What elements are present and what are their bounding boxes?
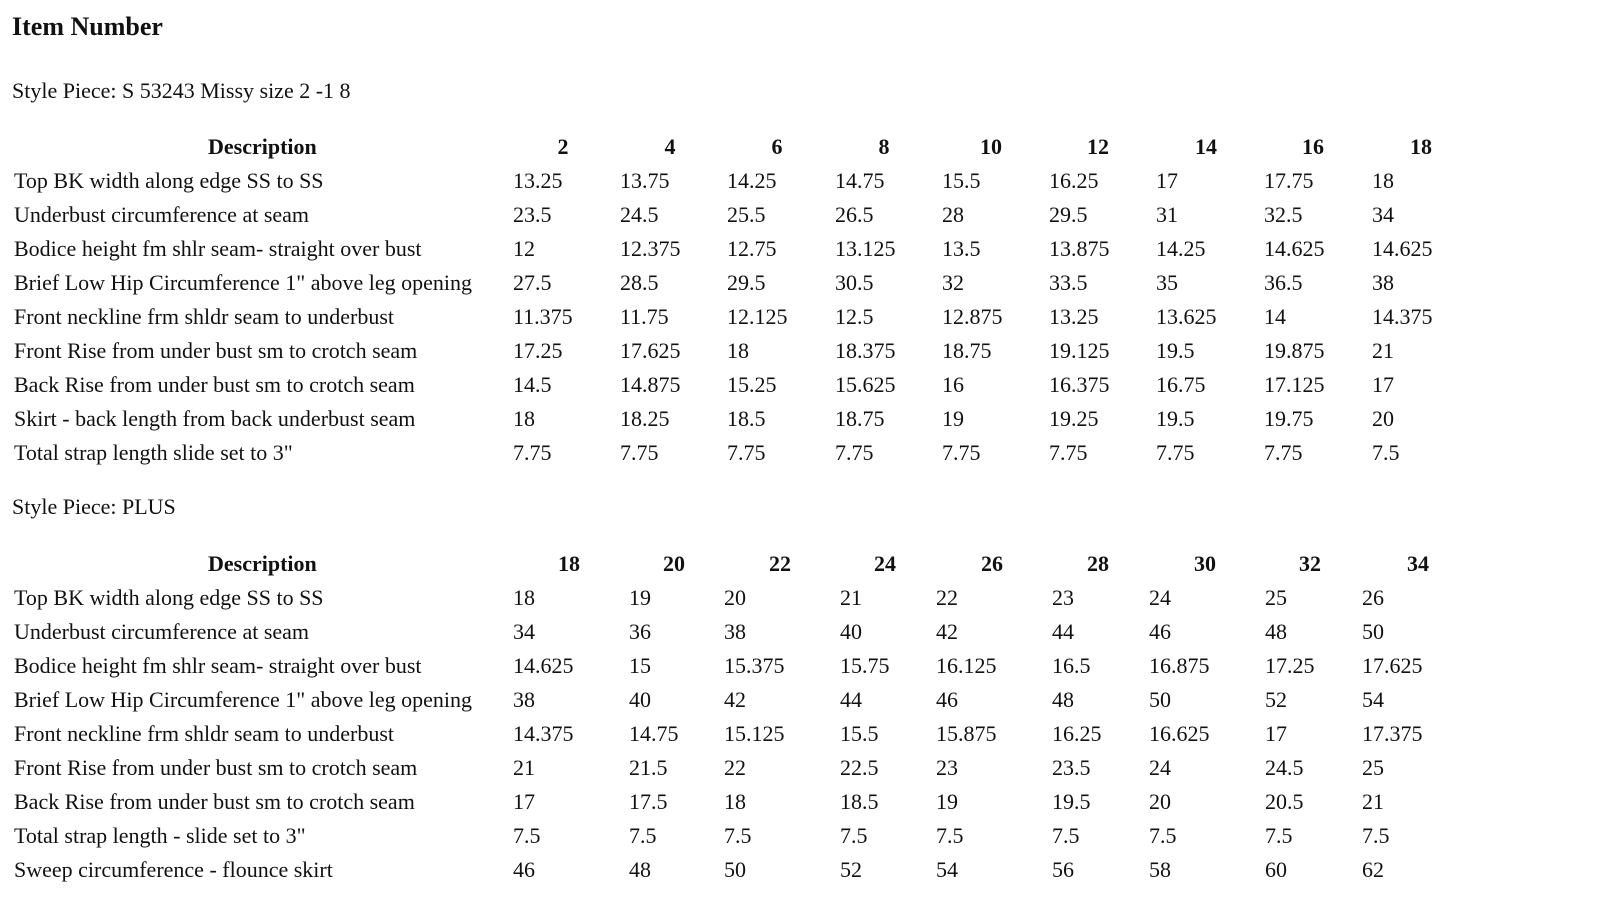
- measurement-value: 19.5: [1156, 406, 1195, 431]
- measurement-value: 7.75: [1049, 440, 1088, 465]
- measurement-value: 24: [1149, 585, 1171, 610]
- measurement-value: 16.875: [1149, 653, 1210, 678]
- measurement-value: 18.375: [835, 338, 896, 363]
- measurement-value: 17.625: [620, 338, 681, 363]
- measurement-value: 15.5: [840, 721, 879, 746]
- measurement-value: 14.875: [620, 372, 681, 397]
- measurement-description: Total strap length slide set to 3": [14, 440, 293, 465]
- measurement-value: 7.5: [1052, 823, 1080, 848]
- measurement-value: 62: [1362, 857, 1384, 882]
- measurement-value: 13.5: [942, 236, 981, 261]
- measurement-value: 26.5: [835, 202, 874, 227]
- measurement-value: 54: [1362, 687, 1384, 712]
- table-row: [0, 338, 1600, 372]
- size-header: 2: [557, 134, 569, 159]
- measurement-value: 19.125: [1049, 338, 1110, 363]
- table-row: [0, 619, 1600, 653]
- measurement-value: 15.25: [727, 372, 777, 397]
- measurement-value: 40: [840, 619, 862, 644]
- measurement-description: Bodice height fm shlr seam- straight over bust: [14, 236, 422, 261]
- measurement-value: 7.5: [629, 823, 657, 848]
- measurement-value: 16.75: [1156, 372, 1206, 397]
- measurement-value: 15: [629, 653, 651, 678]
- measurement-value: 17.25: [513, 338, 563, 363]
- measurement-value: 22: [724, 755, 746, 780]
- table-header-row: [0, 134, 1600, 168]
- measurement-description: Brief Low Hip Circumference 1" above leg opening: [14, 270, 472, 295]
- table-row: [0, 236, 1600, 270]
- table-row: [0, 823, 1600, 857]
- measurement-value: 14.375: [1372, 304, 1433, 329]
- measurement-value: 44: [840, 687, 862, 712]
- measurement-value: 16.125: [936, 653, 997, 678]
- measurement-value: 7.5: [1265, 823, 1293, 848]
- measurement-value: 16: [942, 372, 964, 397]
- size-header: 10: [980, 134, 1002, 159]
- measurement-value: 52: [840, 857, 862, 882]
- measurement-value: 18.25: [620, 406, 670, 431]
- table-row: [0, 270, 1600, 304]
- measurement-value: 17: [1372, 372, 1394, 397]
- measurement-value: 14.25: [1156, 236, 1206, 261]
- measurement-value: 15.625: [835, 372, 896, 397]
- measurement-value: 19.5: [1052, 789, 1091, 814]
- measurement-value: 15.125: [724, 721, 785, 746]
- measurement-value: 14.625: [1372, 236, 1433, 261]
- measurement-value: 18: [724, 789, 746, 814]
- measurement-value: 14.25: [727, 168, 777, 193]
- measurement-value: 20: [724, 585, 746, 610]
- measurement-value: 18.5: [840, 789, 879, 814]
- measurement-value: 35: [1156, 270, 1178, 295]
- table-row: [0, 406, 1600, 440]
- measurement-value: 25.5: [727, 202, 766, 227]
- measurement-description: Front neckline frm shldr seam to underbust: [14, 721, 395, 746]
- size-header: 18: [558, 551, 580, 576]
- measurement-value: 14.5: [513, 372, 552, 397]
- measurement-value: 21: [1362, 789, 1384, 814]
- size-header: 20: [663, 551, 685, 576]
- measurement-value: 32: [942, 270, 964, 295]
- measurement-value: 30.5: [835, 270, 874, 295]
- measurement-value: 17.75: [1264, 168, 1314, 193]
- measurement-value: 7.5: [1362, 823, 1390, 848]
- measurement-value: 12: [513, 236, 535, 261]
- measurement-description: Total strap length - slide set to 3": [14, 823, 306, 848]
- measurement-value: 12.375: [620, 236, 681, 261]
- measurement-value: 22.5: [840, 755, 879, 780]
- table-row: [0, 304, 1600, 338]
- measurement-value: 17.5: [629, 789, 668, 814]
- measurement-description: Front Rise from under bust sm to crotch seam: [14, 338, 418, 363]
- measurement-value: 50: [1149, 687, 1171, 712]
- measurement-value: 16.25: [1052, 721, 1102, 746]
- measurement-value: 32.5: [1264, 202, 1303, 227]
- measurement-value: 29.5: [727, 270, 766, 295]
- measurement-value: 19: [629, 585, 651, 610]
- measurement-value: 50: [724, 857, 746, 882]
- table-row: [0, 857, 1600, 891]
- measurement-value: 19.75: [1264, 406, 1314, 431]
- measurement-value: 60: [1265, 857, 1287, 882]
- measurement-value: 7.75: [1156, 440, 1195, 465]
- measurement-value: 15.75: [840, 653, 890, 678]
- measurement-value: 46: [513, 857, 535, 882]
- measurement-value: 12.5: [835, 304, 874, 329]
- measurement-value: 14.625: [513, 653, 574, 678]
- size-header: 12: [1087, 134, 1109, 159]
- measurement-value: 7.5: [513, 823, 541, 848]
- measurement-value: 17.125: [1264, 372, 1325, 397]
- measurement-value: 58: [1149, 857, 1171, 882]
- measurement-value: 16.625: [1149, 721, 1210, 746]
- measurement-value: 12.125: [727, 304, 788, 329]
- measurement-value: 25: [1362, 755, 1384, 780]
- measurement-value: 38: [1372, 270, 1394, 295]
- measurement-value: 13.875: [1049, 236, 1110, 261]
- measurement-value: 27.5: [513, 270, 552, 295]
- measurement-value: 17.375: [1362, 721, 1423, 746]
- measurement-value: 23.5: [1052, 755, 1091, 780]
- size-header: 22: [769, 551, 791, 576]
- measurement-value: 23: [1052, 585, 1074, 610]
- measurement-value: 24: [1149, 755, 1171, 780]
- size-header: 4: [664, 134, 676, 159]
- measurement-value: 13.625: [1156, 304, 1217, 329]
- table-row: [0, 202, 1600, 236]
- measurement-value: 7.75: [513, 440, 552, 465]
- measurement-description: Back Rise from under bust sm to crotch seam: [14, 789, 415, 814]
- measurement-value: 19.5: [1156, 338, 1195, 363]
- measurement-value: 15.875: [936, 721, 997, 746]
- measurement-description: Front neckline frm shldr seam to underbust: [14, 304, 395, 329]
- measurement-value: 14.75: [629, 721, 679, 746]
- measurement-value: 19.25: [1049, 406, 1099, 431]
- table-row: [0, 687, 1600, 721]
- measurement-value: 48: [1052, 687, 1074, 712]
- measurement-description: Top BK width along edge SS to SS: [14, 585, 324, 610]
- measurement-value: 21.5: [629, 755, 668, 780]
- table-row: [0, 755, 1600, 789]
- measurement-value: 21: [840, 585, 862, 610]
- measurement-value: 24.5: [620, 202, 659, 227]
- measurement-value: 38: [724, 619, 746, 644]
- style-piece-label: Style Piece: S 53243 Missy size 2 -1 8: [12, 78, 351, 103]
- measurement-value: 36: [629, 619, 651, 644]
- measurement-value: 28.5: [620, 270, 659, 295]
- measurement-value: 7.5: [936, 823, 964, 848]
- measurement-value: 42: [724, 687, 746, 712]
- measurement-value: 7.75: [727, 440, 766, 465]
- measurement-value: 19: [942, 406, 964, 431]
- measurement-description: Underbust circumference at seam: [14, 619, 310, 644]
- size-header: 30: [1194, 551, 1216, 576]
- measurement-value: 23: [936, 755, 958, 780]
- measurement-value: 14.375: [513, 721, 574, 746]
- measurement-value: 20.5: [1265, 789, 1304, 814]
- measurement-value: 31: [1156, 202, 1178, 227]
- measurement-description: Underbust circumference at seam: [14, 202, 310, 227]
- measurement-value: 15.375: [724, 653, 785, 678]
- table-row: [0, 653, 1600, 687]
- size-header: 6: [771, 134, 783, 159]
- measurement-value: 21: [513, 755, 535, 780]
- measurement-value: 18.5: [727, 406, 766, 431]
- measurement-value: 26: [1362, 585, 1384, 610]
- measurement-value: 20: [1149, 789, 1171, 814]
- measurement-value: 13.75: [620, 168, 670, 193]
- measurement-value: 11.75: [620, 304, 669, 329]
- measurement-description: Sweep circumference - flounce skirt: [14, 857, 333, 882]
- size-header: 26: [981, 551, 1003, 576]
- size-header: 18: [1410, 134, 1432, 159]
- measurement-description: Back Rise from under bust sm to crotch seam: [14, 372, 415, 397]
- measurement-value: 14: [1264, 304, 1286, 329]
- measurement-value: 48: [1265, 619, 1287, 644]
- measurement-value: 40: [629, 687, 651, 712]
- table-row: [0, 721, 1600, 755]
- size-header: 8: [878, 134, 890, 159]
- measurement-value: 28: [942, 202, 964, 227]
- measurement-value: 17: [513, 789, 535, 814]
- measurement-value: 22: [936, 585, 958, 610]
- measurement-value: 17.25: [1265, 653, 1315, 678]
- measurement-value: 7.75: [942, 440, 981, 465]
- measurement-value: 18: [1372, 168, 1394, 193]
- size-header: 34: [1407, 551, 1429, 576]
- measurement-value: 17: [1265, 721, 1287, 746]
- measurement-value: 7.5: [1149, 823, 1177, 848]
- measurement-value: 38: [513, 687, 535, 712]
- measurement-value: 13.25: [1049, 304, 1099, 329]
- size-header: 24: [874, 551, 896, 576]
- measurement-value: 18: [727, 338, 749, 363]
- measurement-value: 18.75: [835, 406, 885, 431]
- measurement-description: Top BK width along edge SS to SS: [14, 168, 324, 193]
- measurement-value: 12.875: [942, 304, 1003, 329]
- measurement-value: 46: [936, 687, 958, 712]
- measurement-value: 7.5: [840, 823, 868, 848]
- measurement-description: Bodice height fm shlr seam- straight over bust: [14, 653, 422, 678]
- measurement-value: 33.5: [1049, 270, 1088, 295]
- measurement-value: 14.75: [835, 168, 885, 193]
- measurement-value: 34: [1372, 202, 1394, 227]
- description-header: Description: [208, 134, 317, 159]
- measurement-value: 21: [1372, 338, 1394, 363]
- measurement-description: Skirt - back length from back underbust seam: [14, 406, 416, 431]
- measurement-value: 7.5: [724, 823, 752, 848]
- measurement-value: 17: [1156, 168, 1178, 193]
- measurement-value: 16.25: [1049, 168, 1099, 193]
- measurement-description: Front Rise from under bust sm to crotch seam: [14, 755, 418, 780]
- measurement-value: 7.75: [835, 440, 874, 465]
- measurement-value: 12.75: [727, 236, 777, 261]
- measurement-value: 19: [936, 789, 958, 814]
- measurement-value: 56: [1052, 857, 1074, 882]
- measurement-value: 18.75: [942, 338, 992, 363]
- measurement-value: 16.5: [1052, 653, 1091, 678]
- table-row: [0, 168, 1600, 202]
- size-header: 32: [1299, 551, 1321, 576]
- measurement-value: 14.625: [1264, 236, 1325, 261]
- measurement-value: 20: [1372, 406, 1394, 431]
- style-piece-label: Style Piece: PLUS: [12, 494, 176, 519]
- measurement-value: 17.625: [1362, 653, 1423, 678]
- measurement-value: 13.125: [835, 236, 896, 261]
- size-header: 16: [1302, 134, 1324, 159]
- measurement-value: 19.875: [1264, 338, 1325, 363]
- measurement-value: 23.5: [513, 202, 552, 227]
- page-title: Item Number: [12, 12, 163, 41]
- measurement-value: 46: [1149, 619, 1171, 644]
- measurement-value: 24.5: [1265, 755, 1304, 780]
- measurement-value: 25: [1265, 585, 1287, 610]
- measurement-value: 16.375: [1049, 372, 1110, 397]
- table-header-row: [0, 551, 1600, 585]
- measurement-value: 48: [629, 857, 651, 882]
- measurement-value: 7.75: [620, 440, 659, 465]
- measurement-value: 29.5: [1049, 202, 1088, 227]
- size-header: 14: [1195, 134, 1217, 159]
- measurement-description: Brief Low Hip Circumference 1" above leg opening: [14, 687, 472, 712]
- table-row: [0, 789, 1600, 823]
- measurement-value: 11.375: [513, 304, 573, 329]
- measurement-value: 7.5: [1372, 440, 1400, 465]
- measurement-value: 7.75: [1264, 440, 1303, 465]
- measurement-value: 44: [1052, 619, 1074, 644]
- measurement-value: 52: [1265, 687, 1287, 712]
- table-row: [0, 372, 1600, 406]
- measurement-value: 34: [513, 619, 535, 644]
- description-header: Description: [208, 551, 317, 576]
- measurement-value: 13.25: [513, 168, 563, 193]
- measurement-value: 50: [1362, 619, 1384, 644]
- measurement-value: 18: [513, 585, 535, 610]
- measurement-value: 54: [936, 857, 958, 882]
- measurement-value: 15.5: [942, 168, 981, 193]
- table-row: [0, 440, 1600, 474]
- size-header: 28: [1087, 551, 1109, 576]
- measurement-value: 18: [513, 406, 535, 431]
- measurement-value: 36.5: [1264, 270, 1303, 295]
- measurement-value: 42: [936, 619, 958, 644]
- table-row: [0, 585, 1600, 619]
